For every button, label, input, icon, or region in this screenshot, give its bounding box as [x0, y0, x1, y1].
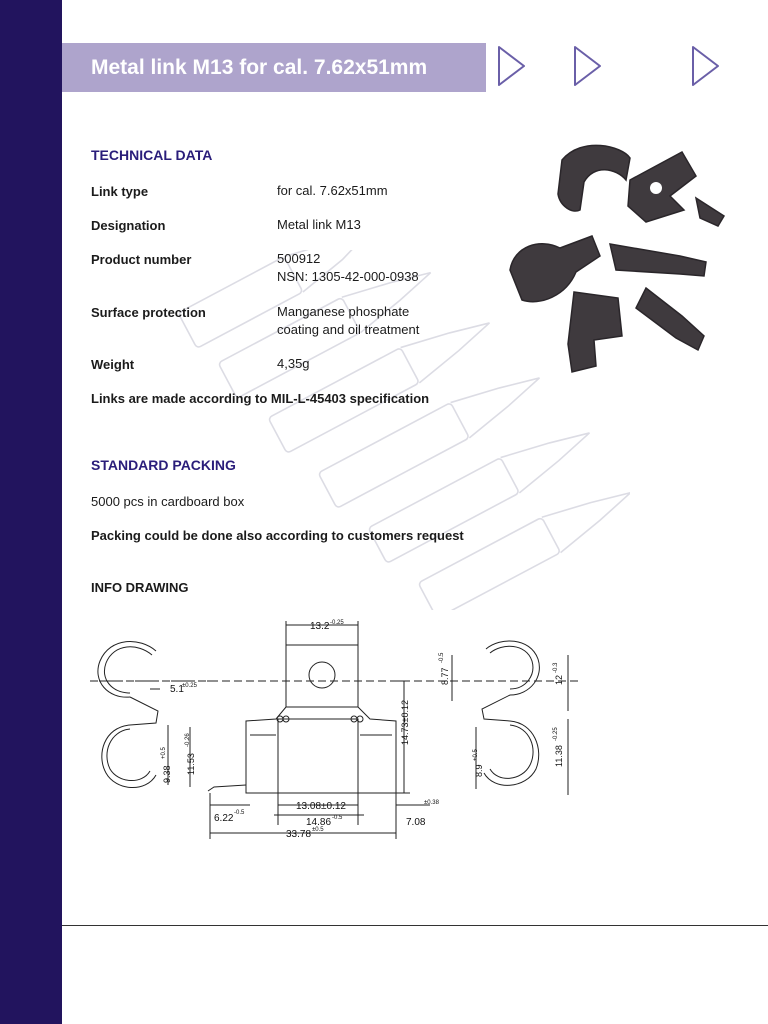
- dim-inner-width: 13.08±0.12: [296, 801, 346, 812]
- row-value-product-number: [277, 250, 419, 286]
- surface-protection-line2: coating and oil treatment: [277, 322, 420, 337]
- row-label-weight: Weight: [91, 357, 135, 372]
- dim-right-top: 8.77: [440, 667, 450, 685]
- dim-right-dia-top-tol: -0.3: [553, 662, 559, 673]
- chevron-right-icon: [573, 45, 603, 87]
- row-value-surface-protection: [277, 303, 419, 339]
- packing-note: Packing could be done also according to customers request: [91, 528, 464, 543]
- nsn-number: NSN: 1305-42-000-0938: [277, 269, 419, 284]
- packing-quantity: 5000 pcs in cardboard box: [91, 494, 245, 509]
- dim-left-offset: 6.22: [214, 813, 234, 824]
- dim-total-width: 33.78: [286, 829, 312, 840]
- info-drawing: [90, 615, 580, 850]
- dim-mid-width: 14.86: [306, 817, 332, 828]
- dim-right-dia-top: 12: [554, 674, 564, 685]
- dim-right-dia-bottom: 11.38: [554, 745, 564, 767]
- row-label-designation: Designation: [91, 218, 166, 233]
- metal-links-photo: [500, 140, 745, 385]
- dim-right-dia-bottom-tol: -0.25: [553, 727, 559, 741]
- chevron-right-icon: [691, 45, 721, 87]
- dim-right-offset: 7.08: [406, 817, 426, 828]
- surface-protection-line1: Manganese phosphate: [277, 304, 410, 319]
- chevron-right-icon: [497, 45, 527, 87]
- dim-mid-width-tol: -0.5: [332, 815, 343, 821]
- row-label-surface-protection: Surface protection: [91, 305, 206, 320]
- spec-note: Links are made according to MIL-L-45403 specification: [91, 391, 430, 406]
- dim-top-width-tol: -0.25: [330, 620, 344, 626]
- row-value-designation: Metal link M13: [277, 217, 361, 232]
- dim-radius-tol: ±0.25: [182, 683, 197, 689]
- product-number: 500912: [277, 251, 321, 266]
- row-label-product-number: Product number: [91, 252, 192, 267]
- dim-right-top-tol: -0.5: [439, 652, 445, 663]
- dim-right-inner: 8.9: [474, 764, 484, 777]
- dim-total-width-tol: ±0.5: [312, 827, 324, 833]
- dim-top-width: 13.2: [310, 621, 330, 632]
- dim-right-inner-tol: +0.5: [473, 749, 479, 761]
- technical-data-heading: TECHNICAL DATA: [91, 147, 213, 163]
- standard-packing-heading: STANDARD PACKING: [91, 457, 236, 473]
- dim-left-outer-tol: -0.26: [185, 733, 191, 747]
- row-value-weight: 4,35g: [277, 356, 310, 371]
- row-label-link-type: Link type: [91, 184, 149, 199]
- dim-left-offset-tol: -0.5: [234, 810, 245, 816]
- dim-radius: 5.1: [170, 684, 184, 695]
- dim-left-outer: 11.53: [186, 753, 196, 775]
- info-drawing-heading: INFO DRAWING: [91, 580, 189, 595]
- dim-height: 14.73±0.12: [400, 700, 410, 745]
- row-value-link-type: for cal. 7.62x51mm: [277, 183, 388, 198]
- sidebar: [0, 0, 62, 1024]
- dim-left-inner-dia-tol: +0.5: [161, 747, 167, 759]
- dim-right-offset-tol: ±0.38: [424, 800, 439, 806]
- page-title: Metal link M13 for cal. 7.62x51mm: [62, 43, 486, 92]
- footer-divider: [62, 925, 768, 926]
- dim-left-inner-dia: 9.38: [162, 765, 172, 783]
